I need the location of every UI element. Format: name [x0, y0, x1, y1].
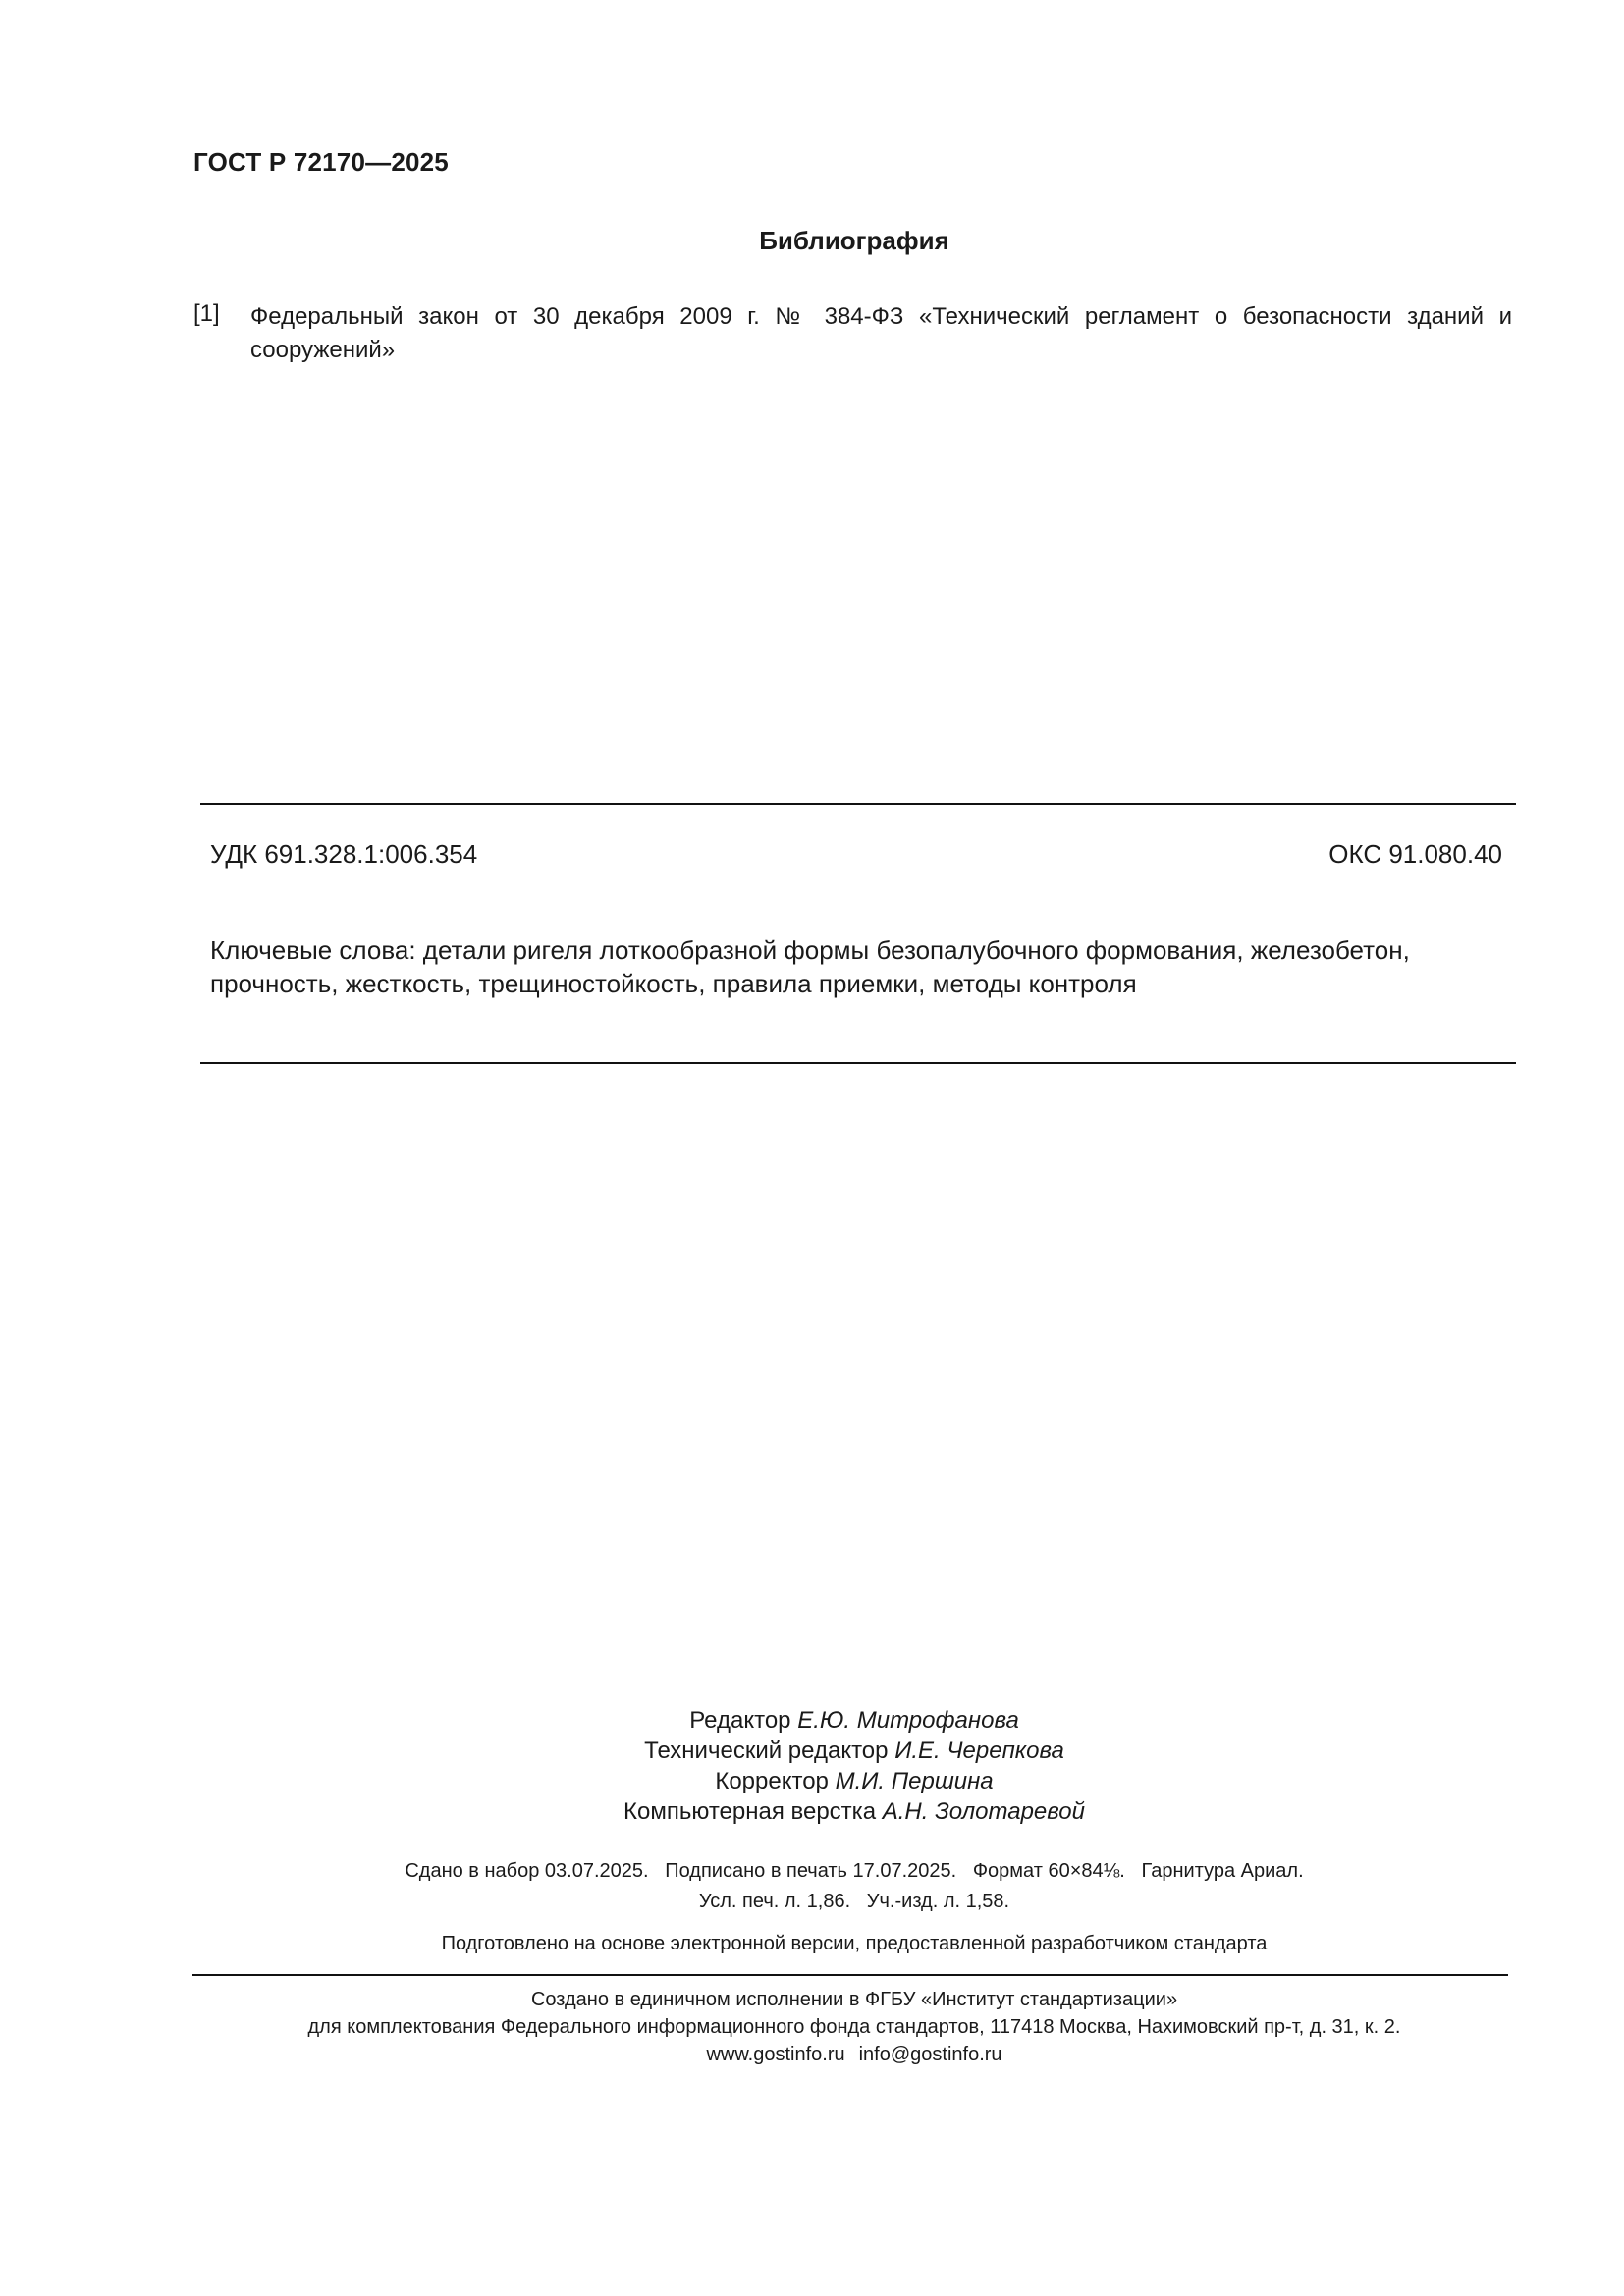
publisher-line-2: для комплектования Федерального информационного фонда стандартов, 117418 Москва, Нахимовский пр-т, д. 31, к. 2. [307, 2016, 1401, 2038]
publisher-block [0, 1986, 1624, 2068]
credit-role: Компьютерная верстка [623, 1798, 877, 1825]
credit-name: М.И. Першина [835, 1768, 994, 1794]
keywords: Ключевые слова: детали ригеля лоткообразной формы безопалубочного формования, железобетон, прочность, жесткость, трещиностойкость, правила приемки, методы контроля [210, 935, 1410, 998]
document-code: ГОСТ Р 72170—2025 [193, 147, 449, 177]
publisher-contacts [0, 2041, 1624, 2068]
publisher-line-1: Создано в единичном исполнении в ФГБУ «Институт стандартизации» [530, 1989, 1178, 2010]
credits-block [0, 1705, 1624, 1827]
reference-number: [1] [193, 300, 220, 327]
credit-technical-editor [0, 1735, 1624, 1766]
credit-role: Технический редактор [644, 1737, 889, 1764]
udk-code: УДК 691.328.1:006.354 [210, 839, 478, 869]
credit-editor [0, 1705, 1624, 1735]
divider-top [200, 803, 1516, 805]
divider-middle [200, 1062, 1516, 1064]
credit-name: Е.Ю. Митрофанова [797, 1707, 1019, 1734]
credit-name: И.Е. Черепкова [894, 1737, 1064, 1764]
print-info-line-2: Усл. печ. л. 1,86. Уч.-изд. л. 1,58. [698, 1891, 1010, 1912]
publisher-website-link[interactable]: www.gostinfo.ru [706, 2044, 845, 2065]
divider-bottom [192, 1974, 1508, 1976]
print-info [0, 1856, 1624, 1917]
credit-proofreader [0, 1766, 1624, 1796]
reference-text: Федеральный закон от 30 декабря 2009 г. № 384-ФЗ «Технический регламент о безопасности зданий и сооружений» [250, 303, 1512, 363]
credit-role: Редактор [689, 1707, 791, 1734]
prepared-note: Подготовлено на основе электронной версии, предоставленной разработчиком стандарта [441, 1933, 1268, 1954]
publisher-email-link[interactable]: info@gostinfo.ru [858, 2044, 1002, 2065]
print-info-line-1: Сдано в набор 03.07.2025. Подписано в печать 17.07.2025. Формат 60×84⅛. Гарнитура Ариал. [405, 1860, 1304, 1882]
oks-code: ОКС 91.080.40 [1328, 839, 1502, 869]
credit-role: Корректор [715, 1768, 829, 1794]
credit-name: А.Н. Золотаревой [882, 1798, 1085, 1825]
credit-layout [0, 1796, 1624, 1827]
bibliography-title: Библиография [759, 226, 949, 255]
